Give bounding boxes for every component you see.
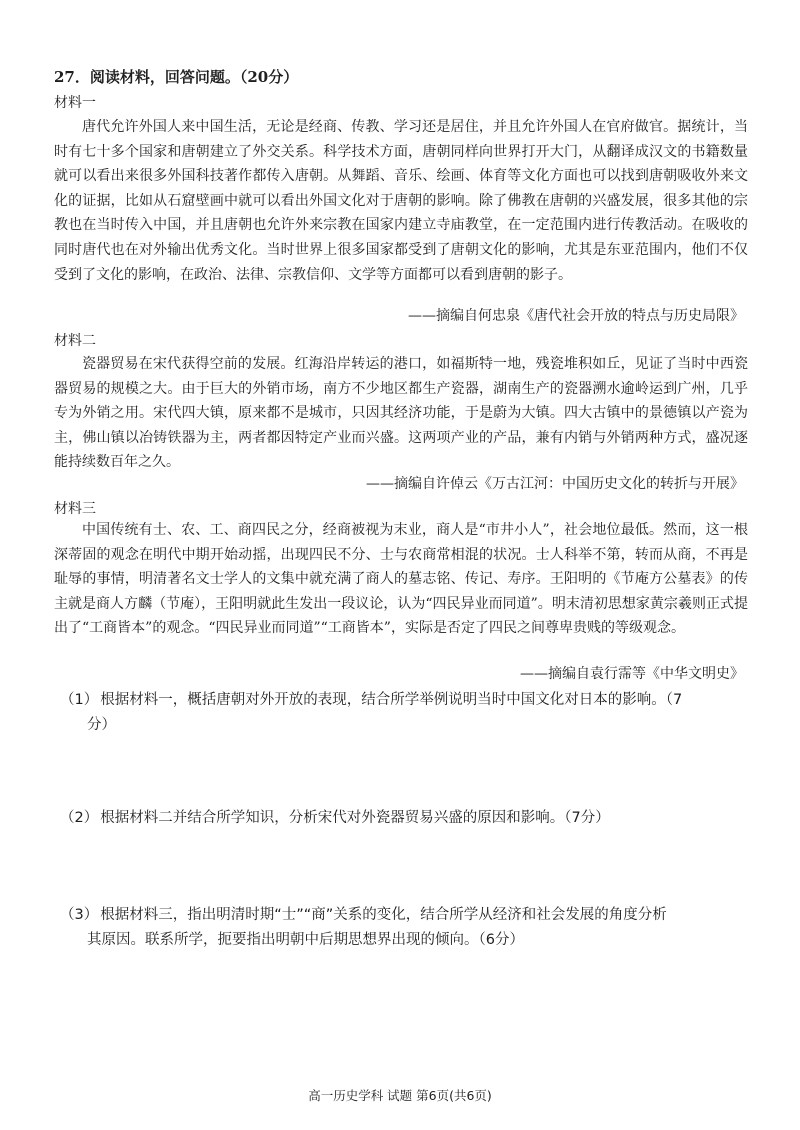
sub-question-1-text: 根据材料一，概括唐朝对外开放的表现，结合所学举例说明当时中国文化对日本的影响。（7	[100, 692, 683, 708]
question-header: 27．阅读材料，回答问题。（20分）	[54, 68, 299, 86]
material-2-text: 瓷器贸易在宋代获得空前的发展。红海沿岸转运的港口，如福斯特一地，残瓷堆积如丘，见证了当时中西瓷器贸易的规模之大。由于巨大的外销市场，南方不少地区都生产瓷器，湖南生产的瓷器溯水逾岭运到广州，几乎专为外销之用。宋代四大镇，原来都不是城市，只因其经济功能，于是蔚为大镇。四大古镇中的景德镇以产瓷为主，佛山镇以冶铸铁器为主，两者都因特定产业而兴盛。这两项产业的产品，兼有内销与外销两种方式，盛况逐能持续数百年之久。	[54, 356, 748, 471]
material-3-source: ——摘编自袁行霈等《中华文明史》	[520, 666, 744, 682]
sub-question-3	[60, 903, 760, 953]
material-2-label: 材料二	[54, 333, 96, 349]
material-2-source: ——摘编自许倬云《万古江河：中国历史文化的转折与开展》	[366, 476, 744, 492]
material-1-label: 材料一	[54, 95, 96, 111]
sub-question-3-number: （3）	[60, 907, 99, 923]
sub-question-1-continuation: 分）	[87, 717, 116, 733]
sub-question-3-text: 根据材料三，指出明清时期“士”“商”关系的变化，结合所学从经济和社会发展的角度分析	[100, 907, 667, 923]
sub-question-2-text: 根据材料二并结合所学知识，分析宋代对外瓷器贸易兴盛的原因和影响。（7分）	[100, 810, 610, 826]
sub-question-2	[60, 806, 760, 831]
page-footer: 高一历史学科 试题 第6页(共6页)	[308, 1088, 492, 1103]
material-3-label: 材料三	[54, 501, 96, 517]
material-1-source: ——摘编自何忠泉《唐代社会开放的特点与历史局限》	[408, 308, 744, 324]
material-3-text: 中国传统有士、农、工、商四民之分，经商被视为末业，商人是“市井小人”，社会地位最低。然而，这一根深蒂固的观念在明代中期开始动摇，出现四民不分、士与农商常相混的状况。士人科举不第，转而从商，不再是耻辱的事情，明清著名文士学人的文集中就充满了商人的墓志铭、传记、寿序。王阳明的《节庵方公墓表》的传主就是商人方麟（节庵），王阳明就此生发出一段议论，认为“四民异业而同道”。明末清初思想家黄宗羲则正式提出了“工商皆本”的观念。“四民异业而同道”“工商皆本”，实际是否定了四民之间尊卑贵贱的等级观念。	[54, 522, 748, 637]
material-1-text: 唐代允许外国人来中国生活，无论是经商、传教、学习还是居住，并且允许外国人在官府做官。据统计，当时有七十多个国家和唐朝建立了外交关系。科学技术方面，唐朝同样向世界打开大门，从翻译成汉文的书籍数量就可以看出来很多外国科技著作都传入唐朝。从舞蹈、音乐、绘画、体育等文化方面也可以找到唐朝吸收外来文化的证据，比如从石窟壁画中就可以看出外国文化对于唐朝的影响。除了佛教在唐朝的兴盛发展，很多其他的宗教也在当时传入中国，并且唐朝也允许外来宗教在国家内建立寺庙教堂，在一定范围内进行传教活动。在吸收的同时唐代也在对外输出优秀文化。当时世界上很多国家都受到了唐朝文化的影响，尤其是东亚范围内，他们不仅受到了文化的影响，在政治、法律、宗教信仰、文学等方面都可以看到唐朝的影子。	[54, 119, 748, 283]
sub-question-1-number: （1）	[60, 692, 99, 708]
sub-question-1	[60, 688, 760, 738]
sub-question-3-continuation: 其原因。联系所学，扼要指出明朝中后期思想界出现的倾向。（6分）	[87, 932, 524, 948]
sub-question-2-number: （2）	[60, 810, 99, 826]
